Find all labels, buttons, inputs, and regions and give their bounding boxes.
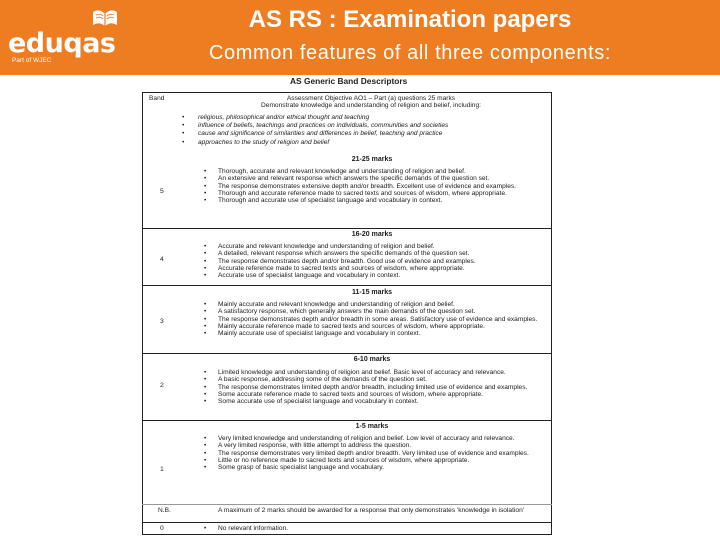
criterion: • Some accurate use of specialist language and vocabulary in context. xyxy=(204,398,546,405)
criterion: • Little or no reference made to sacred texts and sources of wisdom, where appropriate. xyxy=(204,457,546,464)
band-number: 2 xyxy=(160,382,164,389)
note-label: N.B. xyxy=(158,507,171,514)
criterion: • The response demonstrates very limited depth and/or breadth. Very limited use of evidence and examples. xyxy=(204,450,546,457)
logo-subline: Part of WJEC xyxy=(12,57,52,64)
eduqas-logo xyxy=(8,6,128,70)
band-marks: 11-15 marks xyxy=(351,289,393,296)
criterion: • Some grasp of basic specialist language and vocabulary. xyxy=(204,464,546,471)
criterion: • A detailed, relevant response which answers the specific demands of the question set. xyxy=(204,250,546,257)
criterion: • Thorough, accurate and relevant knowledge and understanding of religion and belief. xyxy=(204,168,546,175)
page-subtitle: Common features of all three components: xyxy=(209,42,611,64)
page-title: AS RS : Examination papers xyxy=(248,6,572,33)
band-marks: 21-25 marks xyxy=(351,156,393,163)
ao-point: • religious, philosophical and/or ethical thought and teaching xyxy=(182,114,522,122)
ao-point: • approaches to the study of religion and belief xyxy=(182,139,522,147)
criterion: • Mainly accurate and relevant knowledge and understanding of religion and belief. xyxy=(204,301,546,308)
criterion: • Some accurate reference made to sacred texts and sources of wisdom, where appropriate. xyxy=(204,391,546,398)
band-number: 5 xyxy=(160,188,164,195)
ao-point: • influence of beliefs, teachings and practices on individuals, communities and societies xyxy=(182,122,522,130)
criterion: • A satisfactory response, which generally answers the main demands of the question set. xyxy=(204,308,546,315)
criterion: • Accurate and relevant knowledge and understanding of religion and belief. xyxy=(204,243,546,250)
band-criteria-list xyxy=(204,243,546,279)
band-marks: 6-10 marks xyxy=(353,356,391,363)
band-criteria-list xyxy=(204,168,546,204)
band-descriptors-document xyxy=(142,76,552,536)
band-criteria-list xyxy=(204,369,546,405)
criterion: • Very limited knowledge and understanding of religion and belief. Low level of accuracy and relevance. xyxy=(204,435,546,442)
criterion: • Thorough and accurate reference made to sacred texts and sources of wisdom, where appropriate. xyxy=(204,190,546,197)
note-text: A maximum of 2 marks should be awarded for a response that only demonstrates 'knowledge in isolation' xyxy=(218,507,524,514)
criterion: • The response demonstrates extensive depth and/or breadth. Excellent use of evidence and examples. xyxy=(204,183,546,190)
criterion: • Mainly accurate use of specialist language and vocabulary in context. xyxy=(204,330,546,337)
ao-point-list xyxy=(182,114,522,147)
band-number: 3 xyxy=(160,318,164,325)
band-criteria-list xyxy=(204,525,546,532)
ao-point: • cause and significance of similarities and differences in belief, teaching and practice xyxy=(182,130,522,138)
logo-wordmark: eduqas xyxy=(8,28,116,59)
criterion: • A basic response, addressing some of the demands of the question set. xyxy=(204,376,546,383)
open-book-icon xyxy=(90,6,120,28)
header-banner xyxy=(0,0,720,75)
criterion: • The response demonstrates limited depth and/or breadth, including limited use of evidence and examples. xyxy=(204,384,546,391)
band-number: 0 xyxy=(160,525,164,532)
band-column-header: Band xyxy=(149,95,165,102)
criterion: • Mainly accurate reference made to sacred texts and sources of wisdom, where appropriate. xyxy=(204,323,546,330)
criterion: • Thorough and accurate use of specialist language and vocabulary in context. xyxy=(204,197,546,204)
band-marks: 16-20 marks xyxy=(351,231,393,238)
band-marks: 1-5 marks xyxy=(355,423,389,430)
criterion: • The response demonstrates depth and/or breadth in some areas. Satisfactory use of evidence and examples. xyxy=(204,316,546,323)
band-criteria-list xyxy=(204,301,546,337)
criterion: • Accurate use of specialist language and vocabulary in context. xyxy=(204,272,546,279)
document-title: AS Generic Band Descriptors xyxy=(290,76,408,86)
criterion: • A very limited response, with little attempt to address the question. xyxy=(204,442,546,449)
criterion: • An extensive and relevant response which answers the specific demands of the question set. xyxy=(204,175,546,182)
band-number: 1 xyxy=(160,466,164,473)
criterion: • No relevant information. xyxy=(204,525,546,532)
criterion: • The response demonstrates depth and/or breadth. Good use of evidence and examples. xyxy=(204,258,546,265)
criterion: • Accurate reference made to sacred texts and sources of wisdom, where appropriate. xyxy=(204,265,546,272)
criterion: • Limited knowledge and understanding of religion and belief. Basic level of accuracy and relevance. xyxy=(204,369,546,376)
band-number: 4 xyxy=(160,256,164,263)
ao-column-header: Assessment Objective AO1 – Part (a) questions 25 marks Demonstrate knowledge and understanding of religion and belief, including: xyxy=(261,95,481,109)
band-criteria-list xyxy=(204,435,546,471)
